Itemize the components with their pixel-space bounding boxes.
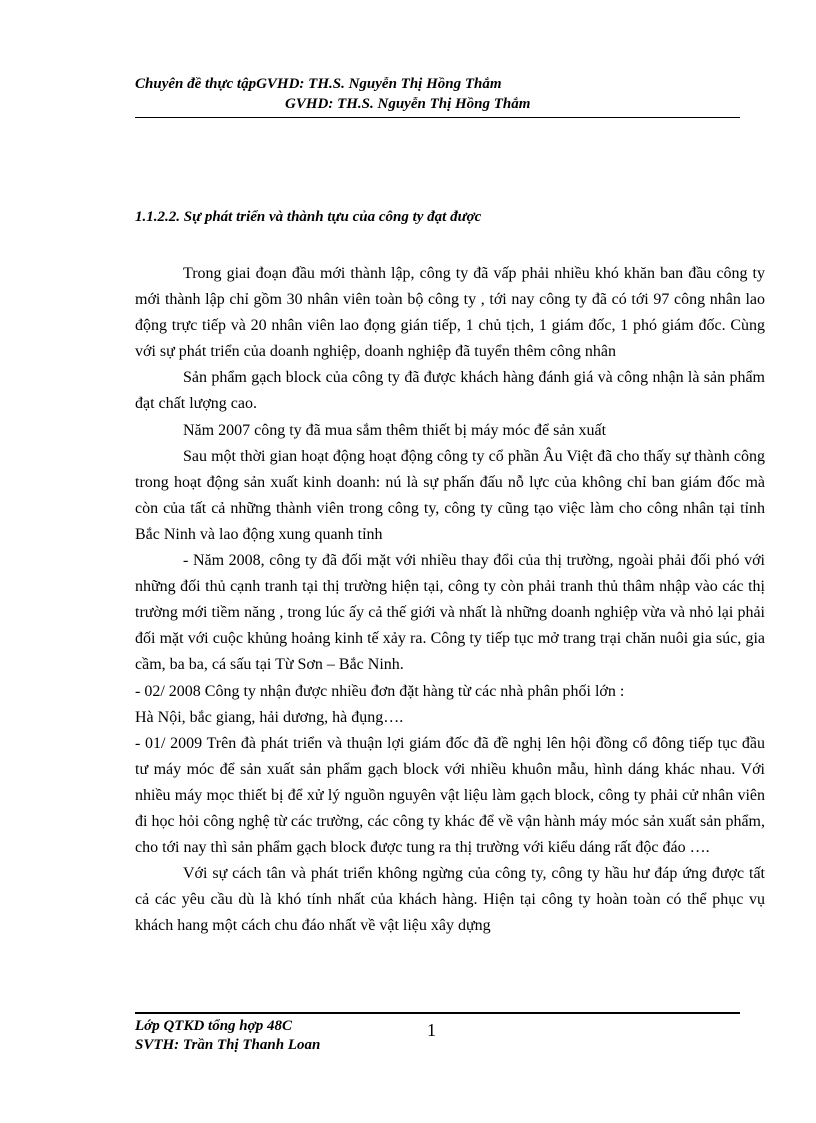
header-line-2: GVHD: TH.S. Nguyễn Thị Hồng Thắm (285, 96, 531, 112)
paragraph-3: Năm 2007 công ty đã mua sắm thêm thiết bị máy móc để sản xuất (183, 421, 607, 439)
body-content (135, 261, 765, 939)
paragraph-4: Sau một thời gian hoạt động hoạt động công ty cổ phần Âu Việt đã cho thấy sự thành công trong hoạt động sản xuất kinh doanh: nú là sự phấn đấu nỗ lực của không chỉ ban giám đốc mà còn của tất cả những thành viên trong công ty, công ty cũng tạo việc làm cho công nhân tại tỉnh Bắc Ninh và lao động xung quanh tỉnh (135, 447, 765, 543)
paragraph-1: Trong giai đoạn đầu mới thành lập, công ty đã vấp phải nhiều khó khăn ban đầu công ty mới thành lập chỉ gồm 30 nhân viên toàn bộ công ty , tới nay công ty đã có tới 97 công nhân lao động trực tiếp và 20 nhân viên lao đọng gián tiếp, 1 chủ tịch, 1 giám đốc, 1 phó giám đốc. Cùng với sự phát triển của doanh nghiệp, doanh nghiệp đã tuyển thêm công nhân (135, 265, 765, 361)
footer-class-line: Lớp QTKD tổng hợp 48C (135, 1018, 292, 1034)
page-number: 1 (427, 1020, 436, 1040)
paragraph-5: - Năm 2008, công ty đã đối mặt với nhiều thay đổi của thị trường, ngoài phải đối phó với những đối thủ cạnh tranh tại thị trường hiện tại, công ty còn phải tranh thủ thâm nhập vào các thị trường mới tiềm năng , trong lúc ấy cả thế giới và nhất là những doanh nghiệp vừa và nhỏ lại phải đối mặt với cuộc khủng hoảng kinh tế xảy ra. Công ty tiếp tục mở trang trại chăn nuôi gia súc, gia cầm, ba ba, cá sấu tại Từ Sơn – Bắc Ninh. (135, 552, 765, 674)
header-line-1: Chuyên đề thực tậpGVHD: TH.S. Nguyễn Thị Hồng Thắm (135, 76, 502, 92)
footer-rule (135, 1012, 740, 1014)
paragraph-2: Sản phẩm gạch block của công ty đã được khách hàng đánh giá và công nhận là sản phẩm đạt chất lượng cao. (135, 369, 765, 413)
header-rule (135, 117, 740, 118)
page-footer (135, 1017, 740, 1055)
section-title: 1.1.2.2. Sự phát triển và thành tựu của công ty đạt được (135, 209, 482, 225)
paragraph-8: - 01/ 2009 Trên đà phát triển và thuận lợi giám đốc đã đề nghị lên hội đồng cổ đông tiếp tục đầu tư máy móc để sản xuất sản phẩm gạch block với nhiều khuôn mẫu, hình dáng khác nhau. Với nhiều máy mọc thiết bị để xử lý nguồn nguyên vật liệu làm gạch block, công ty phải cử nhân viên đi học hỏi công nghệ từ các trường, các công ty khác để về vận hành máy móc sản xuất sản phẩm, cho tới nay thì sản phẩm gạch block được tung ra thị trường với kiểu dáng rất độc đáo …. (135, 734, 765, 857)
paragraph-9: Với sự cách tân và phát triển không ngừng của công ty, công ty hầu hư đáp ứng được tất cả các yêu cầu dù là khó tính nhất của khách hàng. Hiện tại công ty hoàn toàn có thể phục vụ khách hang một cách chu đáo nhất về vật liệu xây dựng (135, 865, 765, 935)
paragraph-7: Hà Nội, bắc giang, hải dương, hà đụng…. (135, 708, 404, 726)
paragraph-6: - 02/ 2008 Công ty nhận được nhiều đơn đặt hàng từ các nhà phân phối lớn : (135, 682, 625, 700)
footer-student-line: SVTH: Trần Thị Thanh Loan (135, 1037, 321, 1053)
page-header (135, 74, 740, 114)
